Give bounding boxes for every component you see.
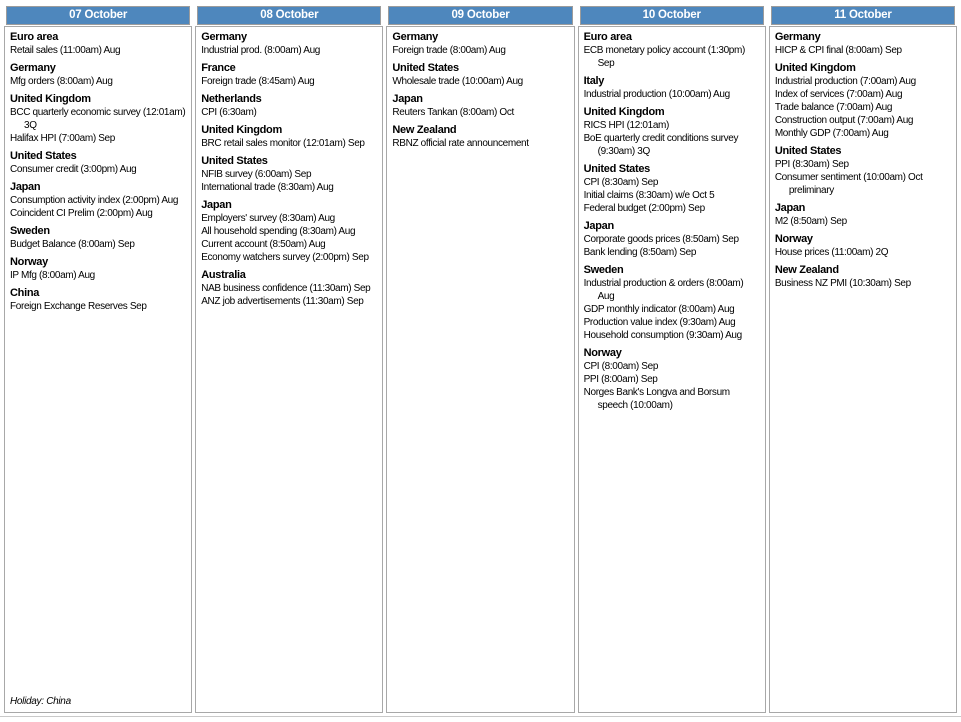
column-date-header: 09 October: [388, 6, 572, 25]
country-heading: United States: [201, 155, 268, 167]
column-body: [4, 26, 192, 713]
column-body: [769, 26, 957, 713]
country-heading: Sweden: [583, 264, 624, 276]
country-heading: United States: [774, 145, 842, 157]
calendar-day-column: [386, 6, 574, 713]
event-item: Trade balance (7:00am) Aug: [774, 102, 893, 113]
column-date-header: 10 October: [580, 6, 764, 25]
event-item: Foreign trade (8:45am) Aug: [201, 76, 315, 87]
column-body: [578, 26, 766, 713]
event-item: Production value index (9:30am) Aug: [583, 317, 736, 328]
event-item: Coincident CI Prelim (2:00pm) Aug: [10, 208, 153, 219]
event-item: BRC retail sales monitor (12:01am) Sep: [201, 138, 365, 149]
country-heading: Euro area: [583, 31, 632, 43]
event-item: GDP monthly indicator (8:00am) Aug: [583, 304, 735, 315]
event-item: RICS HPI (12:01am): [583, 120, 670, 131]
holiday-note: Holiday: China: [10, 696, 71, 707]
event-item: Construction output (7:00am) Aug: [774, 115, 914, 126]
event-item: ANZ job advertisements (11:30am) Sep: [201, 296, 364, 307]
event-item: Industrial production & orders (8:00am) Aug: [583, 278, 744, 302]
country-heading: China: [10, 287, 40, 299]
event-item: House prices (11:00am) 2Q: [774, 247, 889, 258]
column-date-header: 11 October: [771, 6, 955, 25]
event-item: Industrial production (10:00am) Aug: [583, 89, 730, 100]
event-item: Halifax HPI (7:00am) Sep: [10, 133, 115, 144]
event-item: Index of services (7:00am) Aug: [774, 89, 903, 100]
economic-calendar-table: [4, 6, 957, 713]
event-item: Wholesale trade (10:00am) Aug: [392, 76, 523, 87]
event-item: NAB business confidence (11:30am) Sep: [201, 283, 371, 294]
country-heading: Netherlands: [201, 93, 262, 105]
event-item: Foreign trade (8:00am) Aug: [392, 45, 506, 56]
event-item: Monthly GDP (7:00am) Aug: [774, 128, 889, 139]
event-item: Norges Bank's Longva and Borsum speech (10:00am): [583, 387, 730, 411]
event-item: Consumer sentiment (10:00am) Oct preliminary: [774, 172, 923, 196]
event-item: Federal budget (2:00pm) Sep: [583, 203, 705, 214]
event-item: CPI (8:30am) Sep: [583, 177, 659, 188]
event-item: Budget Balance (8:00am) Sep: [10, 239, 135, 250]
calendar-day-column: [769, 6, 957, 713]
event-item: Retail sales (11:00am) Aug: [10, 45, 121, 56]
event-item: Bank lending (8:50am) Sep: [583, 247, 697, 258]
event-item: Consumption activity index (2:00pm) Aug: [10, 195, 179, 206]
event-item: CPI (6:30am): [201, 107, 257, 118]
event-item: BoE quarterly credit conditions survey (9:30am) 3Q: [583, 133, 739, 157]
country-heading: Norway: [10, 256, 48, 268]
country-heading: Norway: [774, 233, 813, 245]
country-heading: United Kingdom: [201, 124, 282, 136]
event-item: Industrial prod. (8:00am) Aug: [201, 45, 321, 56]
event-item: Foreign Exchange Reserves Sep: [10, 301, 147, 312]
event-item: M2 (8:50am) Sep: [774, 216, 847, 227]
event-item: CPI (8:00am) Sep: [583, 361, 659, 372]
event-item: PPI (8:00am) Sep: [583, 374, 658, 385]
country-heading: United States: [583, 163, 651, 175]
column-body: [195, 26, 383, 713]
country-heading: Italy: [583, 75, 605, 87]
country-heading: United Kingdom: [774, 62, 856, 74]
country-heading: New Zealand: [774, 264, 839, 276]
country-heading: France: [201, 62, 236, 74]
country-heading: United Kingdom: [583, 106, 665, 118]
column-date-header: 07 October: [6, 6, 190, 25]
country-heading: Germany: [201, 31, 247, 43]
calendar-day-column: [195, 6, 383, 713]
country-heading: Germany: [774, 31, 821, 43]
table-bottom-rule: [0, 716, 961, 717]
event-item: HICP & CPI final (8:00am) Sep: [774, 45, 902, 56]
event-item: Mfg orders (8:00am) Aug: [10, 76, 113, 87]
country-heading: New Zealand: [392, 124, 457, 136]
country-heading: Japan: [10, 181, 41, 193]
country-heading: Australia: [201, 269, 246, 281]
column-date-header: 08 October: [197, 6, 381, 25]
event-item: International trade (8:30am) Aug: [201, 182, 334, 193]
country-heading: Euro area: [10, 31, 59, 43]
event-item: Initial claims (8:30am) w/e Oct 5: [583, 190, 715, 201]
country-heading: Sweden: [10, 225, 50, 237]
event-item: Current account (8:50am) Aug: [201, 239, 326, 250]
country-heading: Japan: [201, 199, 232, 211]
event-item: Reuters Tankan (8:00am) Oct: [392, 107, 514, 118]
country-heading: Germany: [10, 62, 56, 74]
event-item: PPI (8:30am) Sep: [774, 159, 849, 170]
country-heading: Japan: [774, 202, 806, 214]
event-item: All household spending (8:30am) Aug: [201, 226, 356, 237]
event-item: Employers' survey (8:30am) Aug: [201, 213, 335, 224]
event-item: Business NZ PMI (10:30am) Sep: [774, 278, 911, 289]
country-heading: United Kingdom: [10, 93, 91, 105]
event-item: Household consumption (9:30am) Aug: [583, 330, 742, 341]
calendar-day-column: [4, 6, 192, 713]
event-item: IP Mfg (8:00am) Aug: [10, 270, 95, 281]
column-body: [386, 26, 574, 713]
calendar-day-column: [578, 6, 766, 713]
country-heading: Germany: [392, 31, 438, 43]
country-heading: Japan: [583, 220, 614, 232]
country-heading: United States: [10, 150, 77, 162]
event-item: RBNZ official rate announcement: [392, 138, 529, 149]
event-item: Industrial production (7:00am) Aug: [774, 76, 916, 87]
event-item: Corporate goods prices (8:50am) Sep: [583, 234, 739, 245]
event-item: Consumer credit (3:00pm) Aug: [10, 164, 137, 175]
country-heading: Norway: [583, 347, 622, 359]
event-item: BCC quarterly economic survey (12:01am) 3Q: [10, 107, 186, 131]
country-heading: United States: [392, 62, 459, 74]
event-item: Economy watchers survey (2:00pm) Sep: [201, 252, 369, 263]
country-heading: Japan: [392, 93, 423, 105]
event-item: ECB monetary policy account (1:30pm) Sep: [583, 45, 745, 69]
event-item: NFIB survey (6:00am) Sep: [201, 169, 312, 180]
